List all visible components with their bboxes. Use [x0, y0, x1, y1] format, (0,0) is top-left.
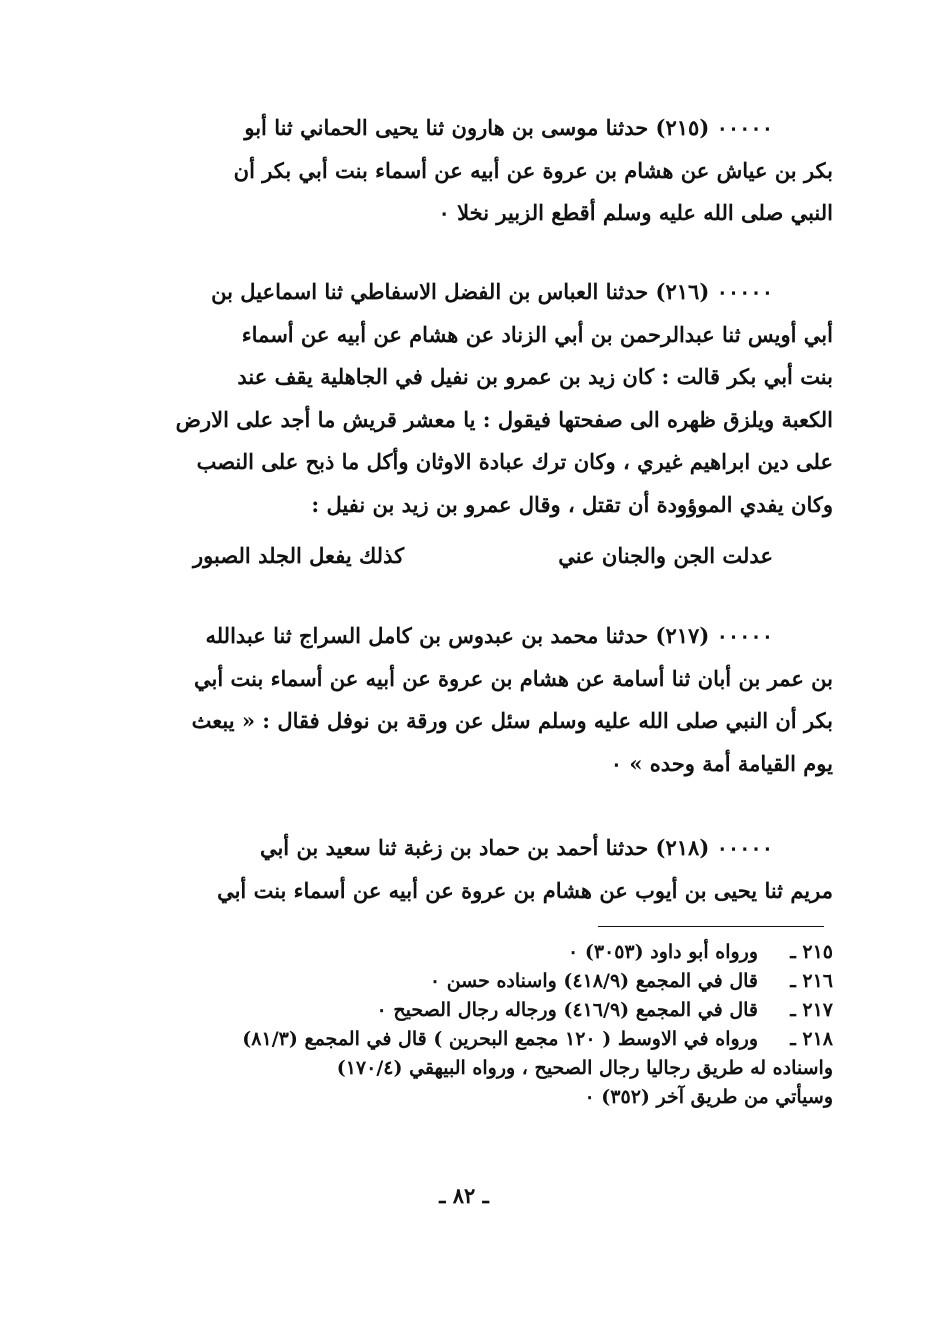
footnote-text: وسيأتي من طريق آخر (٣٥٢) ٠	[584, 1086, 833, 1108]
footnote-text: ورواه أبو داود (٣٠٥٣) ٠	[567, 941, 758, 963]
footnote-text: قال في المجمع (٤١٦/٩) ورجاله رجال الصحيح ٠	[376, 999, 758, 1021]
hadith-218	[120, 827, 833, 912]
footnote-number: ٢١٧ ـ	[790, 999, 833, 1021]
text-line: بكر أن النبي صلى الله عليه وسلم سئل عن ورقة بن نوفل فقال : « يبعث	[191, 708, 833, 733]
footnote-text: قال في المجمع (٤١٨/٩) واسناده حسن ٠	[429, 970, 758, 992]
text-line: وكان يفدي الموؤودة أن تقتل ، وقال عمرو بن زيد بن نفيل :	[311, 491, 833, 517]
text-line: الكعبة ويلزق ظهره الى صفحتها فيقول : يا معشر قريش ما أجد على الارض	[175, 406, 833, 432]
text-line: ٠٠٠٠٠ (٢١٥) حدثنا موسى بن هارون ثنا يحيى الحماني ثنا أبو	[244, 115, 773, 140]
text-line: ٠٠٠٠٠ (٢١٦) حدثنا العباس بن الفضل الاسفاطي ثنا اسماعيل بن	[211, 279, 773, 304]
footnote-number: ٢١٦ ـ	[790, 970, 833, 992]
text-line: بكر بن عياش عن هشام بن عروة عن أبيه عن أسماء بنت أبي بكر أن	[233, 157, 833, 183]
footnote-218-continuation	[120, 1054, 833, 1083]
footnote-216	[120, 967, 833, 996]
text-line: ٠٠٠٠٠ (٢١٨) حدثنا أحمد بن حماد بن زغبة ثنا سعيد بن أبي	[259, 835, 773, 860]
footnote-218	[120, 1025, 833, 1054]
footnote-text: واسناده له طريق رجاليا رجال الصحيح ، ورواه البيهقي (١٧٠/٤)	[336, 1057, 833, 1079]
footnote-text: ورواه في الاوسط ( ١٢٠ مجمع البحرين ) قال في المجمع (٨١/٣)	[242, 1028, 758, 1050]
footnote-number: ٢١٨ ـ	[790, 1028, 833, 1050]
footnotes	[120, 938, 833, 1112]
footnote-separator	[598, 926, 824, 927]
poem-verse	[193, 543, 773, 568]
footnote-218-continuation	[120, 1083, 833, 1112]
text-line: مريم ثنا يحيى بن أيوب عن هشام بن عروة عن أبيه عن أسماء بنت أبي	[217, 877, 833, 903]
poem-hemistich-second: كذلك يفعل الجلد الصبور	[193, 543, 405, 568]
text-line: النبي صلى الله عليه وسلم أقطع الزبير نخلا ٠	[438, 200, 833, 225]
text-line: ٠٠٠٠٠ (٢١٧) حدثنا محمد بن عبدوس بن كامل السراج ثنا عبدالله	[205, 623, 773, 648]
footnote-217	[120, 996, 833, 1025]
hadith-216	[120, 271, 833, 526]
hadith-215	[120, 107, 833, 235]
footnote-number: ٢١٥ ـ	[790, 941, 833, 963]
text-line: أبي أويس ثنا عبدالرحمن بن أبي الزناد عن هشام عن أبيه عن أسماء	[241, 321, 833, 347]
page-number: ـ ٨٢ ـ	[439, 1183, 489, 1208]
hadith-217	[120, 615, 833, 785]
text-line: على دين ابراهيم غيري ، وكان ترك عبادة الاوثان وأكل ما ذبح على النصب	[196, 449, 833, 474]
text-line: بن عمر بن أبان ثنا أسامة عن هشام بن عروة عن أبيه عن أسماء بنت أبي	[194, 665, 833, 691]
poem-hemistich-first: عدلت الجن والجنان عني	[558, 543, 773, 568]
text-line: بنت أبي بكر قالت : كان زيد بن عمرو بن نفيل في الجاهلية يقف عند	[237, 364, 833, 389]
footnote-215	[120, 938, 833, 967]
text-line: يوم القيامة أمة وحده » ٠	[610, 750, 833, 776]
